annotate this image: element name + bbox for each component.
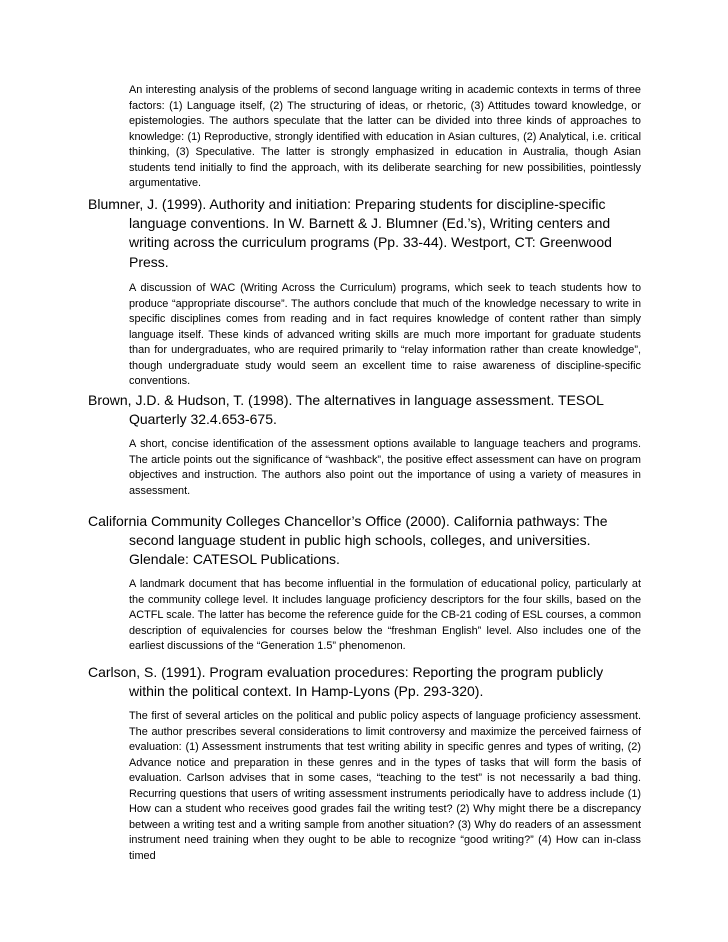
annotation-paragraph: The first of several articles on the political and public policy aspects of language proficiency assessment. The author prescribes several considerations to limit controversy and maximize the perceived fairness of evaluation: (1) Assessment instruments that test writing ability in specific genres and types of writing, (2) Advance notice and preparation in these genres and in the types of tasks that will form the basis of evaluation. Carlson advises that in some cases, “teaching to the test” is not necessarily a bad thing. Recurring questions that users of writing assessment instruments periodically have to address include (1) How can a student who receives good grades fail the writing test? (2) Why might there be a discrepancy between a writing test and a writing sample from another situation? (3) Why do readers of an assessment instrument need training when they ought to be able to recognize “good writing?” (4) How can in-class timed <box>129 710 641 862</box>
citation-entry: Blumner, J. (1999). Authority and initiation: Preparing students for discipline-specific language conventions. In W. Barnett & J. Blumner (Ed.’s), Writing centers and writing across the curriculum programs (Pp. 33-44). Westport, CT: Greenwood Press. <box>88 196 612 270</box>
annotation-paragraph: A landmark document that has become influential in the formulation of educational policy, particularly at the community college level. It includes language proficiency descriptors for the four skills, based on the ACTFL scale. The latter has become the reference guide for the CB-21 coding of ESL courses, a common description of equivalencies for courses below the “freshman English” level. Also includes one of the earliest discussions of the “Generation 1.5” phenomenon. <box>129 578 641 653</box>
annotation-paragraph: An interesting analysis of the problems of second language writing in academic contexts in terms of three factors: (1) Language itself, (2) The structuring of ideas, or rhetoric, (3) Attitudes toward knowledge, or epistemologies. The authors speculate that the latter can be divided into three kinds of approaches to knowledge: (1) Reproductive, strongly identified with education in Asian cultures, (2) Analytical, i.e. critical thinking, (3) Speculative. The latter is strongly emphasized in education in Australia, though Asian students tend initially to find the approach, with its deliberate searching for new possibilities, pointlessly argumentative. <box>129 84 641 190</box>
citation-entry: California Community Colleges Chancellor’s Office (2000). California pathways: The second language student in public high schools, colleges, and universities. Glendale: CATESOL Publications. <box>88 513 608 568</box>
annotation-paragraph: A short, concise identification of the assessment options available to language teachers and programs. The article points out the significance of “washback”, the positive effect assessment can have on program objectives and instruction. The authors also point out the importance of using a variety of measures in assessment. <box>129 438 641 497</box>
annotation-paragraph: A discussion of WAC (Writing Across the Curriculum) programs, which seek to teach students how to produce “appropriate discourse”. The authors conclude that much of the knowledge necessary to write in specific disciplines comes from reading and in fact requires knowledge of content rather than simply language itself. These kinds of advanced writing skills are much more important for graduate students than for undergraduates, who are required primarily to “relay information rather than create knowledge”, though undergraduate study would seem an excellent time to raise awareness of discipline-specific conventions. <box>129 282 641 388</box>
citation-entry: Carlson, S. (1991). Program evaluation procedures: Reporting the program publicly within the political context. In Hamp-Lyons (Pp. 293-320). <box>88 664 604 700</box>
citation-entry: Brown, J.D. & Hudson, T. (1998). The alternatives in language assessment. TESOL Quarterly 32.4.653-675. <box>88 392 604 428</box>
